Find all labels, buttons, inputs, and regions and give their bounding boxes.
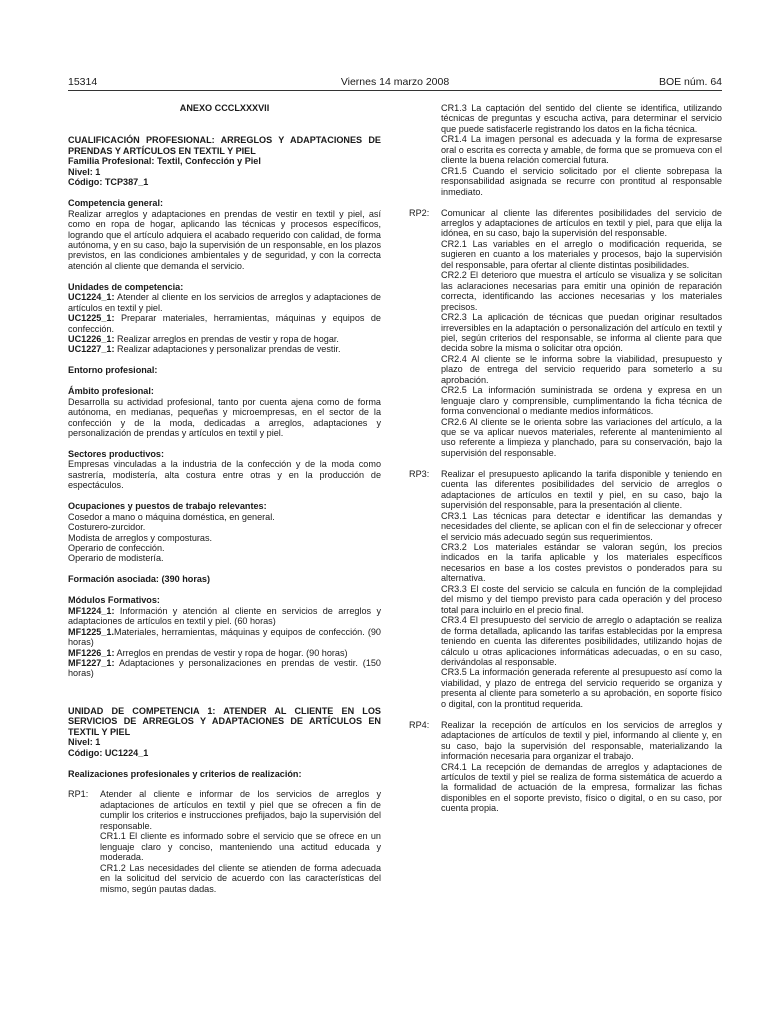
criterion-item: CR3.1 Las técnicas para detectar e identificar las demandas y necesidades del cliente, se aplican con el fin de seleccionar y ofrecer el servicio más adecuado según sus requerimientos. [441, 510, 722, 542]
page-number: 15314 [68, 76, 98, 88]
unit-code: UC1227_1: [68, 344, 115, 355]
jobs-heading: Ocupaciones y puestos de trabajo relevantes: [68, 501, 267, 512]
criterion-item: CR1.3 La captación del sentido del cliente se identifica, utilizando técnicas de preguntas y escucha activa, para determinar el servicio que puede satisfacerle registrando los datos en la ficha técnica. [441, 103, 722, 134]
unit-item [68, 334, 381, 344]
sectors-heading: Sectores productivos: [68, 448, 165, 459]
module-text: Adaptaciones y personalizaciones en prendas de vestir. (150 horas) [68, 657, 381, 679]
criterion-item: CR1.4 La imagen personal es adecuada y la forma de expresarse oral o escrita es correcta y amable, de forma que se promueva con el cliente la buena relación comercial futura. [441, 134, 722, 166]
realizations-heading: Realizaciones profesionales y criterios de realización: [68, 768, 302, 779]
criterion-item: CR1.1 El cliente es informado sobre el servicio que se ofrece en un lenguaje claro y conciso, manteniendo una actitud educada y moderada. [100, 831, 381, 863]
rp-text: Realizar la recepción de artículos en los servicios de arreglos y adaptaciones de artículos de textil y piel, informando al cliente y, en su caso, bajo la supervisión del responsable, materializando la información necesaria para organizar el trabajo. [441, 719, 722, 762]
module-text: Arreglos en prendas de vestir y ropa de hogar. (90 horas) [114, 647, 348, 658]
rp-text: Atender al cliente e informar de los servicios de arreglos y adaptaciones de artículos en textil y piel que se ofrecen a fin de cumplir los criterios e instrucciones prefijados, bajo la supervisión del responsable. [100, 789, 381, 831]
scope-heading: Ámbito profesional: [68, 386, 154, 397]
criterion-item: CR3.5 La información generada referente al presupuesto así como la viabilidad, y plazo de entrega del servicio requerido se organiza y presenta al cliente para someterlo a su aprobación, en soporte físico o digital, con la prontitud requerida. [441, 667, 722, 709]
unit-item [68, 344, 381, 354]
rp-label: RP1: [68, 789, 89, 800]
criterion-item: CR2.4 Al cliente se le informa sobre la viabilidad, presupuesto y plazo de entrega del servicio requerido para someterlo a su aprobación. [441, 353, 722, 385]
unit-level: Nivel: 1 [68, 737, 101, 748]
module-text: Información y atención al cliente en servicios de arreglos y adaptaciones de artículos en textil y piel. (60 horas) [68, 605, 381, 627]
rp-label: RP3: [409, 468, 430, 479]
unit-item [68, 313, 381, 334]
rp-label: RP4: [409, 719, 430, 730]
realization-rp2 [409, 208, 722, 459]
criterion-item: CR1.2 Las necesidades del cliente se atienden de forma adecuada en la solicitud del servicio de acuerdo con las características del mismo, según pautas dadas. [100, 862, 381, 894]
issue-date: Viernes 14 marzo 2008 [340, 76, 450, 88]
module-item [68, 648, 381, 658]
training-heading: Formación asociada: (390 horas) [68, 574, 211, 585]
header-rule [68, 90, 722, 91]
scope-text: Desarrolla su actividad profesional, tanto por cuenta ajena como de forma autónoma, en medianas, pequeñas y microempresas, en el sector de la confección y de la moda, dedicadas a arreglos, adaptaciones y personalización de prendas y artículos en textil y piel. [68, 396, 381, 439]
module-code: MF1224_1: [68, 605, 115, 616]
modules-heading: Módulos Formativos: [68, 595, 160, 606]
job-item: Cosedor a mano o máquina doméstica, en general. [68, 511, 275, 522]
right-column [409, 103, 722, 814]
realization-rp1 [68, 789, 381, 894]
qualification-code: Código: TCP387_1 [68, 177, 149, 188]
professional-family: Familia Profesional: Textil, Confección y Piel [68, 156, 261, 167]
criterion-item: CR3.2 Los materiales estándar se valoran según, los precios indicados en la tarifa aplicable y los materiales específicos necesarios en base a los costes previstos o ponderados para su alternativa. [441, 542, 722, 584]
criterion-item: CR1.5 Cuando el servicio solicitado por el cliente sobrepasa la responsabilidad asignada se recurre con prontitud al responsable inmediato. [441, 165, 722, 197]
qualification-level: Nivel: 1 [68, 166, 101, 177]
unit-text: Atender al cliente en los servicios de arreglos y adaptaciones de artículos en textil y piel. [68, 292, 381, 313]
unit-code: UC1225_1: [68, 313, 115, 324]
module-item [68, 658, 381, 679]
unit-code-line: Código: UC1224_1 [68, 747, 149, 758]
qualification-title: CUALIFICACIÓN PROFESIONAL: ARREGLOS Y ADAPTACIONES DE PRENDAS Y ARTÍCULOS EN TEXTIL Y PIEL [68, 135, 381, 156]
environment-heading: Entorno profesional: [68, 365, 158, 376]
module-item [68, 606, 381, 627]
journal-issue: BOE núm. 64 [658, 76, 722, 88]
criterion-item: CR2.6 Al cliente se le orienta sobre las variaciones del artículo, a la que se va aplicar nuevos materiales, referente al mantenimiento al uso referente a limpieza y planchado, para su conservación, bajo la supervisión del responsable. [441, 416, 722, 458]
criterion-item: CR2.1 Las variables en el arreglo o modificación requerida, se sugieren en cuanto a los materiales y procesos, bajo la supervisión del responsable, para ofertar al cliente distintas posibilidades. [441, 238, 722, 270]
module-item [68, 627, 381, 648]
job-item: Modista de arreglos y composturas. [68, 532, 213, 543]
unit-code: UC1224_1: [68, 292, 115, 303]
unit-text: Preparar materiales, herramientas, máquinas y equipos de confección. [68, 313, 381, 334]
rp-label: RP2: [409, 207, 430, 218]
criterion-item: CR2.5 La información suministrada se ordena y expresa en un lenguaje claro y comprensible, cumplimentando la ficha técnica de forma convencional o mediante medios informáticos. [441, 385, 722, 417]
module-text: Materiales, herramientas, máquinas y equipos de confección. (90 horas) [68, 626, 381, 648]
unit-item [68, 292, 381, 313]
realization-rp4 [409, 720, 722, 814]
module-code: MF1225_1. [68, 626, 115, 637]
job-item: Costurero-zurcidor. [68, 522, 146, 533]
annex-title: ANEXO CCCLXXXVII [179, 103, 270, 113]
unit-text: Realizar adaptaciones y personalizar prendas de vestir. [114, 344, 341, 355]
unit-competence-title: UNIDAD DE COMPETENCIA 1: ATENDER AL CLIENTE EN LOS SERVICIOS DE ARREGLOS Y ADAPTACIONES DE ARTÍCULOS EN TEXTIL Y PIEL [68, 705, 381, 737]
units-heading: Unidades de competencia: [68, 281, 184, 292]
unit-text: Realizar arreglos en prendas de vestir y ropa de hogar. [114, 334, 339, 345]
job-item: Operario de confección. [68, 543, 165, 554]
criterion-item: CR2.3 La aplicación de técnicas que puedan originar resultados irreversibles en la adaptación o personalización del artículo en textil y piel, según criterios del responsable, se informa al cliente para que decida sobre la misma o solicitar otra opción. [441, 312, 722, 354]
sectors-text: Empresas vinculadas a la industria de la confección y de la moda como sastrería, modistería, alta costura entre otras y en la producción de espectáculos. [68, 459, 381, 491]
left-column [68, 103, 381, 894]
general-competence-heading: Competencia general: [68, 198, 164, 209]
module-code: MF1227_1: [68, 657, 115, 668]
criterion-item: CR4.1 La recepción de demandas de arreglos y adaptaciones de artículos de textil y piel se realiza de forma sistemática de acuerdo a la formalidad de actuación de la empresa, formalizar las fichas disponibles en el soporte previsto, físico o digital, o en su caso, por cuenta propia. [441, 761, 722, 814]
general-competence-text: Realizar arreglos y adaptaciones en prendas de vestir en textil y piel, así como en ropa de hogar, aplicando las técnicas y procesos específicos, logrando que el artículo adquiera el acabado requerido con calidad, de forma autónoma, y en su caso, bajo la supervisión de un responsable, en los plazos previstos, en las condiciones ambientales y de seguridad, y con la correcta atención al cliente que demanda el servicio. [68, 208, 381, 271]
realization-rp3 [409, 469, 722, 709]
criterion-item: CR2.2 El deterioro que muestra el artículo se visualiza y se solicitan las aclaraciones necesarias para emitir una opinión de reparación correcta, identificando las acciones necesarias y los materiales precisos. [441, 270, 722, 312]
module-code: MF1226_1: [68, 647, 115, 658]
unit-code: UC1226_1: [68, 334, 115, 345]
criterion-item: CR3.3 El coste del servicio se calcula en función de la complejidad del mismo y del tiempo previsto para cada operación y del proceso total para incluirlo en el precio final. [441, 583, 722, 615]
rp-text: Realizar el presupuesto aplicando la tarifa disponible y teniendo en cuenta las diferentes posibilidades del servicio de arreglos o adaptaciones de artículos en textil y piel, en su caso, bajo la supervisión del responsable, para la presentación al cliente. [441, 468, 722, 511]
rp-text: Comunicar al cliente las diferentes posibilidades del servicio de arreglos y adaptaciones de artículos en textil y piel, para que elija la idónea, en su caso, bajo la supervisión del responsable. [441, 207, 722, 239]
criterion-item: CR3.4 El presupuesto del servicio de arreglo o adaptación se realiza de forma detallada, aplicando las tarifas establecidas por la empresa teniendo en cuenta las diferentes posibilidades, utilizando hojas de cálculo u otras aplicaciones informáticas adecuadas, o en su caso, derivándolas al responsable. [441, 615, 722, 667]
job-item: Operario de modistería. [68, 553, 164, 564]
